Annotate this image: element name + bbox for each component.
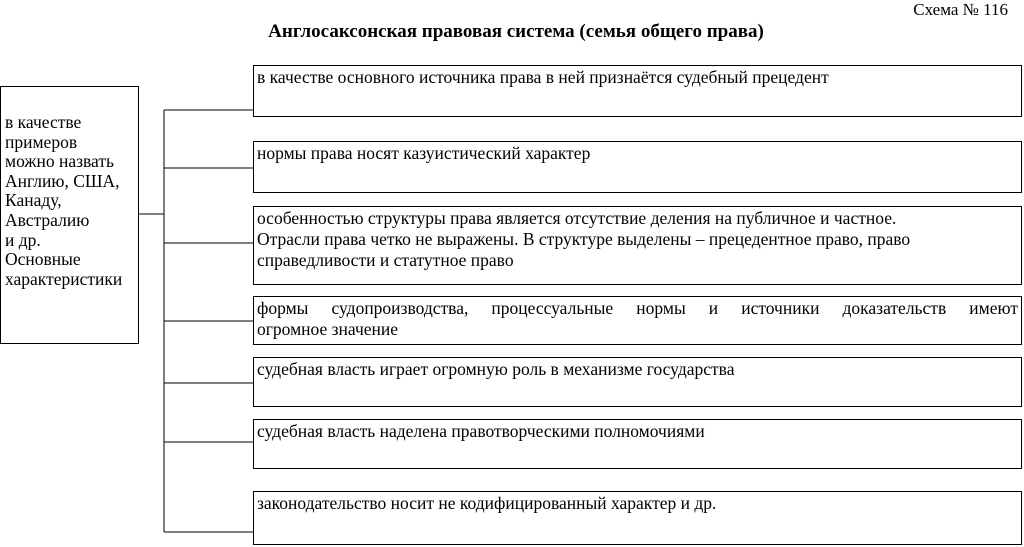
characteristic-box-4 [253,296,1022,345]
examples-line: примеров [5,131,78,152]
characteristic-text: справедливости и статутное право [257,250,514,270]
characteristic-box-1 [253,65,1022,117]
characteristic-box-2 [253,141,1022,193]
characteristic-box-6 [253,419,1022,469]
characteristic-text: огромное значение [257,319,399,339]
examples-line: Австралию [5,209,90,230]
examples-line: в качестве [5,112,82,132]
characteristic-box-3 [253,206,1022,285]
characteristic-text: судебная власть наделена правотворческими полномочиями [257,421,705,441]
characteristic-text: в качестве основного источника права в ней признаётся судебный прецедент [257,67,829,87]
characteristic-box-5 [253,357,1022,407]
examples-line: можно назвать [5,151,114,172]
characteristic-text: формы судопроизводства, процессуальные нормы и источники доказательств имеют [257,298,1018,318]
scheme-number: Схема № 116 [913,0,1008,19]
characteristic-text: особенностью структуры права является отсутствие деления на публичное и частное. [257,208,897,228]
examples-line: Основные [5,249,81,270]
examples-box [0,86,139,344]
examples-line: Англию, США, [5,170,120,191]
characteristic-text: судебная власть играет огромную роль в механизме государства [257,359,735,379]
diagram-title: Англосаксонская правовая система (семья общего права) [268,21,764,42]
characteristic-text: нормы права носят казуистический характер [257,143,591,163]
characteristic-text: Отрасли права четко не выражены. В структуре выделены – прецедентное право, право [257,229,911,249]
characteristic-box-7 [253,491,1022,545]
characteristic-text: законодательство носит не кодифицированный характер и др. [257,493,717,513]
examples-line: Канаду, [5,190,62,211]
examples-line: характеристики [5,268,123,289]
examples-line: и др. [5,229,41,250]
